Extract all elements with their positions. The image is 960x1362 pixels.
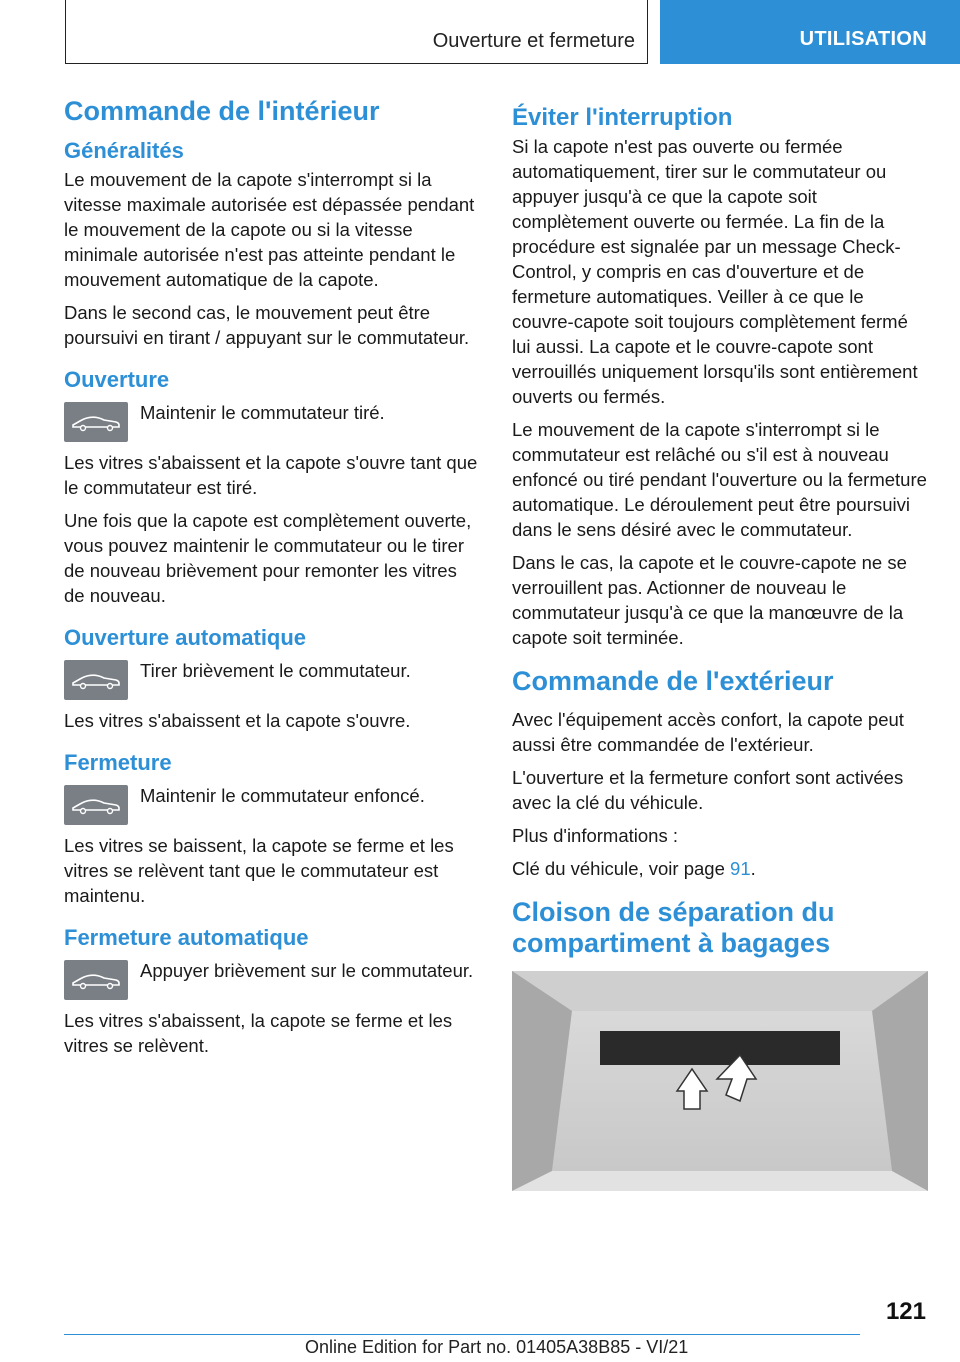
- convertible-switch-icon: [64, 660, 128, 700]
- footer-divider: [64, 1334, 860, 1335]
- heading-ouverture: Ouverture: [64, 367, 170, 392]
- switch-text: Maintenir le commutateur enfoncé.: [140, 785, 425, 806]
- heading-generalites: Généralités: [64, 138, 184, 163]
- paragraph: Dans le cas, la capote et le couvre-capote ne se verrouillent pas. Actionner de nouveau le commutateur jusqu'à ce que la manœuvre de la capote soit terminée.: [512, 552, 907, 648]
- paragraph: Dans le second cas, le mouvement peut être poursuivi en tirant / appuyant sur le commutateur.: [64, 302, 470, 348]
- paragraph: Une fois que la capote est complètement ouverte, vous pouvez maintenir le commutateur ou le tirer de nouveau brièvement pour remonter les vitres de nouveau.: [64, 510, 472, 606]
- paragraph: Plus d'informations :: [512, 825, 678, 846]
- switch-instruction: [64, 783, 480, 825]
- footer-edition: Online Edition for Part no. 01405A38B85 - VI/21: [305, 1337, 689, 1357]
- switch-instruction: [64, 958, 480, 1000]
- convertible-switch-icon: [64, 960, 128, 1000]
- heading-fermeture-automatique: Fermeture automatique: [64, 925, 309, 950]
- cross-reference-text: Clé du véhicule, voir page: [512, 858, 731, 879]
- paragraph: L'ouverture et la fermeture confort sont activées avec la clé du véhicule.: [512, 767, 904, 813]
- switch-instruction: [64, 400, 480, 442]
- convertible-switch-icon: [64, 402, 128, 442]
- heading-ouverture-automatique: Ouverture automatique: [64, 625, 307, 650]
- right-column: [512, 96, 928, 1191]
- page-link[interactable]: 91: [730, 858, 751, 879]
- paragraph-cross-reference: [512, 856, 928, 881]
- paragraph: Avec l'équipement accès confort, la capote peut aussi être commandée de l'extérieur.: [512, 709, 904, 755]
- paragraph: Si la capote n'est pas ouverte ou fermée automatiquement, tirer sur le commutateur ou appuyer jusqu'à ce que la capote soit complètement ouverte ou fermée. La fin de la procédure est signalée par un message Check-Control, y compris en cas d'ouverture et de fermeture automatiques. Veiller à ce que le couvre-capote soit toujours complètement fermé lui aussi. La capote et le couvre-capote sont verrouillés uniquement lorsqu'ils sont entièrement ouverts ou fermés.: [512, 136, 918, 407]
- switch-text: Appuyer brièvement sur le commutateur.: [140, 960, 474, 981]
- cross-reference-suffix: .: [750, 858, 756, 879]
- paragraph: Le mouvement de la capote s'interrompt si la vitesse maximale autorisée est dépassée pendant le mouvement de la capote ou si la vitesse minimale autorisée n'est pas atteinte pendant le mouvement automatique de la capote.: [64, 169, 475, 290]
- luggage-compartment-photo: [512, 971, 928, 1191]
- switch-text: Maintenir le commutateur tiré.: [140, 402, 385, 423]
- paragraph: Les vitres s'abaissent et la capote s'ouvre.: [64, 710, 411, 731]
- section-title: Ouverture et fermeture: [432, 30, 635, 52]
- page-number: 121: [885, 1298, 926, 1325]
- heading-fermeture: Fermeture: [64, 750, 172, 775]
- heading-eviter-interruption: Éviter l'interruption: [512, 104, 733, 131]
- paragraph: Les vitres s'abaissent, la capote se ferme et les vitres se relèvent.: [64, 1010, 453, 1056]
- chapter-tab: UTILISATION: [660, 0, 960, 64]
- convertible-switch-icon: [64, 785, 128, 825]
- heading-cloison: Cloison de séparation du compartiment à bagages: [512, 897, 835, 958]
- paragraph: Les vitres s'abaissent et la capote s'ouvre tant que le commutateur est tiré.: [64, 452, 478, 498]
- switch-text: Tirer brièvement le commutateur.: [140, 660, 411, 681]
- heading-commande-exterieur: Commande de l'extérieur: [512, 666, 834, 696]
- paragraph: Les vitres se baissent, la capote se ferme et les vitres se relèvent tant que le commutateur est maintenu.: [64, 835, 454, 906]
- left-column: [64, 96, 480, 1066]
- switch-instruction: [64, 658, 480, 700]
- heading-commande-interieur: Commande de l'intérieur: [64, 96, 380, 126]
- paragraph: Le mouvement de la capote s'interrompt si le commutateur est relâché ou s'il est à nouveau enfoncé ou tiré pendant l'ouverture ou la fermeture automatique. Le déroulement peut être poursuivi dans le sens désiré avec le commutateur.: [512, 419, 927, 540]
